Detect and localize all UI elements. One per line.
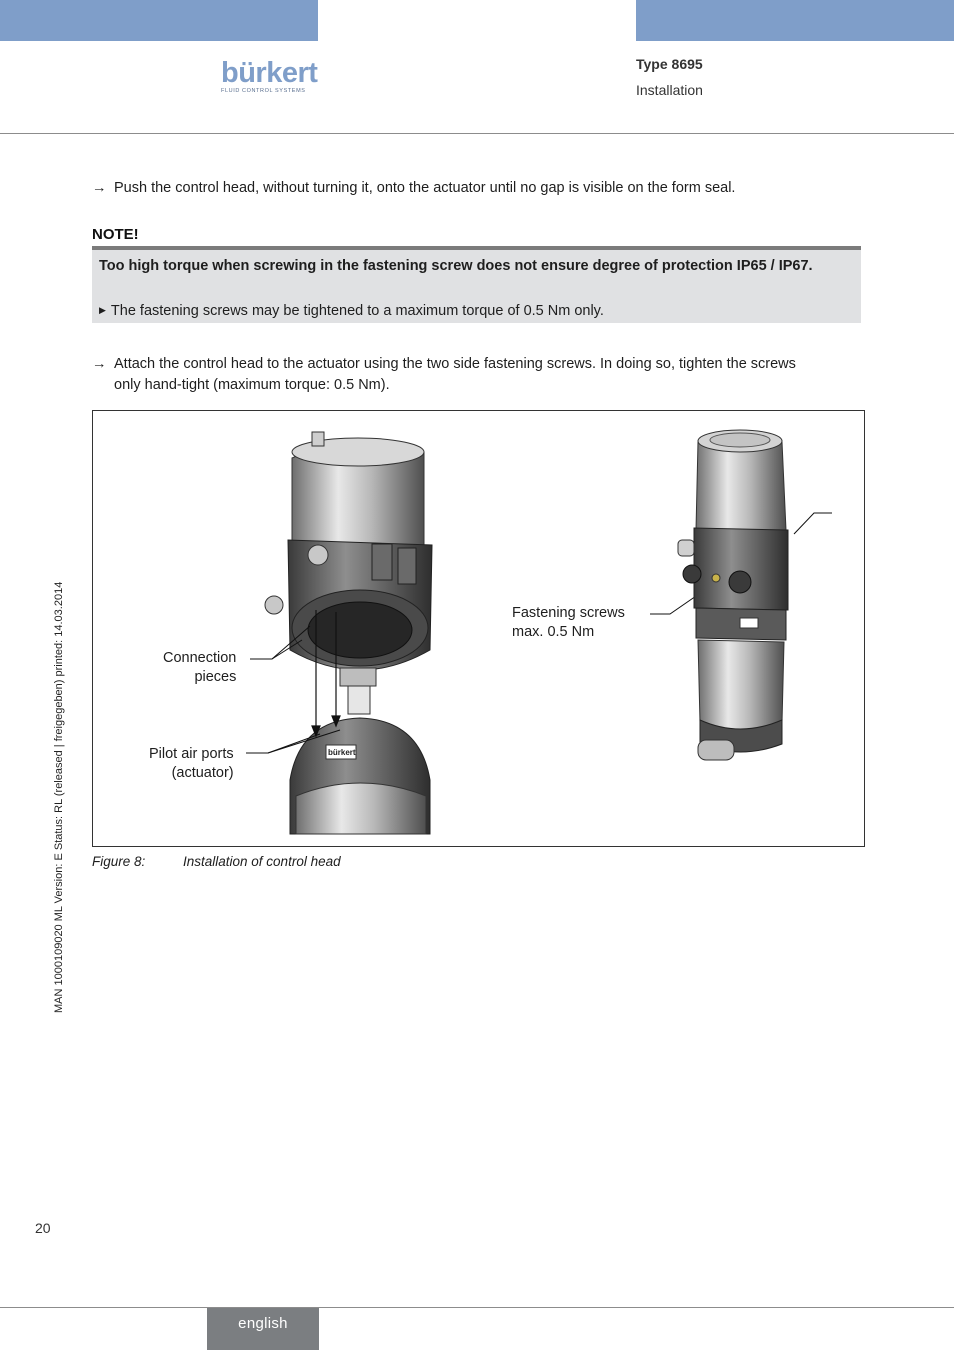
label-fasten-line2: max. 0.5 Nm [512, 624, 595, 640]
logo-tagline: FLUID CONTROL SYSTEMS [221, 88, 306, 94]
actuator-logo-text: bürkert [328, 748, 356, 757]
label-fastening-screws [512, 604, 625, 642]
note-title: NOTE! [92, 226, 139, 243]
label-pilot-air-ports [149, 745, 234, 783]
actuator-drawing [290, 718, 430, 834]
label-connection-pieces [163, 649, 236, 687]
document-type: Type 8695 [636, 56, 703, 72]
note-bullet-text: The fastening screws may be tightened to a maximum torque of 0.5 Nm only. [110, 303, 604, 319]
assembled-unit-drawing [678, 430, 788, 760]
step-text-line1: Attach the control head to the actuator using the two side fastening screws. In doing so, tighten the screws [114, 356, 796, 372]
control-head-drawing [265, 432, 432, 714]
document-metadata-vertical: MAN 1000109020 ML Version: E Status: RL (released | freigegeben) printed: 14.03.2014 [53, 581, 65, 1013]
step-arrow-icon: → [92, 180, 107, 196]
page-number: 20 [35, 1220, 51, 1236]
step-arrow-icon: → [92, 356, 107, 372]
note-heading: Too high torque when screwing in the fastening screw does not ensure degree of protection IP65 / IP67. [99, 258, 813, 274]
figure-number: Figure 8: [92, 854, 146, 869]
figure-title: Installation of control head [183, 854, 341, 869]
label-pilot-line2: (actuator) [171, 765, 234, 781]
label-fasten-line1: Fastening screws [512, 605, 625, 621]
document-section: Installation [636, 82, 703, 98]
label-connection-line2: pieces [194, 669, 237, 685]
language-tab: english [207, 1308, 319, 1350]
label-connection-line1: Connection [163, 650, 237, 666]
label-pilot-line1: Pilot air ports [149, 746, 234, 762]
step-text-line2: only hand-tight (maximum torque: 0.5 Nm). [114, 377, 390, 393]
logo-wordmark: bürkert [221, 57, 318, 89]
bullet-triangle-icon: ▶ [99, 305, 106, 315]
footer-divider [0, 1307, 954, 1308]
step-text: Push the control head, without turning it, onto the actuator until no gap is visible on the form seal. [114, 180, 736, 196]
figure-caption [92, 854, 341, 869]
